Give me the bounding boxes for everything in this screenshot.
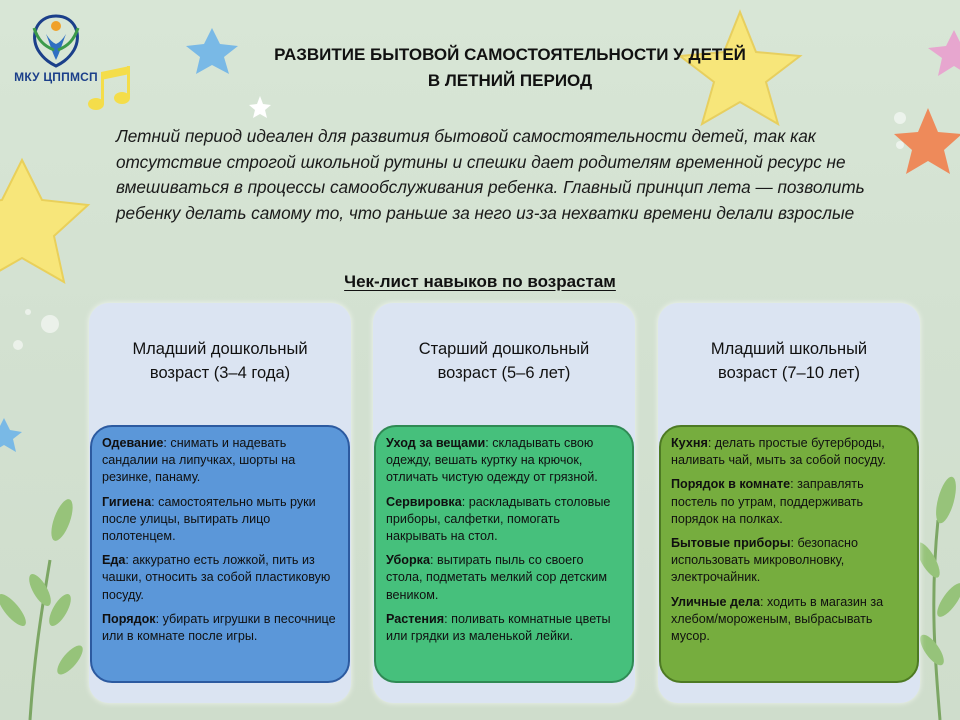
star-icon [0,418,22,452]
skill-item: Кухня: делать простые бутерброды, наливать чай, мыть за собой посуду. [671,436,886,468]
skill-term: Еда [102,553,126,568]
checklist-title: Чек-лист навыков по возрастам [344,272,616,291]
skills-box [90,425,350,683]
logo-text: МКУ ЦППМСП [14,70,98,84]
age-card-preschool [373,303,635,703]
skill-item: Уличные дела: ходить в магазин за хлебом/мороженым, выбрасывать мусор. [671,594,884,644]
logo [14,10,98,84]
star-icon [0,160,88,282]
skill-term: Одевание [102,436,164,450]
skill-term: Порядок в комнате [671,477,791,492]
skill-term: Бытовые приборы [671,536,791,551]
skill-term: Гигиена [102,494,152,509]
age-card-school [658,303,920,703]
skill-item: Бытовые приборы: безопасно использовать микроволновку, электрочайник. [671,536,858,585]
skill-item: Уборка: вытирать пыль со своего стола, подметать мелкий сор детским веником. [386,553,607,602]
card-title: Младший школьный возраст (7–10 лет) [710,340,868,382]
page-title [150,42,870,94]
skills-box [374,425,634,683]
skill-item: Одевание: снимать и надевать сандалии на липучках, шорты на резинке, панаму. [102,436,296,485]
star-icon [928,30,960,76]
age-card-toddler [89,303,351,703]
skill-term: Растения [386,611,445,626]
skill-term: Уход за вещами [386,436,486,450]
skills-box [659,425,919,683]
skill-item: Порядок: убирать игрушки в песочнице или в комнате после игры. [102,611,336,644]
skill-term: Уличные дела [671,594,760,609]
skill-item: Порядок в комнате: заправлять постель по утрам, поддерживать порядок на полках. [671,477,864,526]
skill-item: Еда: аккуратно есть ложкой, пить из чашки, относить за собой пластиковую посуду. [102,553,331,602]
skill-term: Кухня [671,436,708,450]
skill-term: Уборка [386,553,430,568]
skill-term: Сервировка [386,494,462,509]
skill-term: Порядок [102,611,156,626]
skill-item: Гигиена: самостоятельно мыть руки после улицы, вытирать лицо полотенцем. [102,494,316,544]
page-title-line1: РАЗВИТИЕ БЫТОВОЙ САМОСТОЯТЕЛЬНОСТИ У ДЕТЕЙ [274,45,746,64]
intro-paragraph: Летний период идеален для развития бытовой самостоятельности детей, так как отсутствие строгой школьной рутины и спешки дает родителям временной ресурс не вмешиваться в процессы самообслуживания ребенка. Главный принцип лета — позволить ребенку делать самому то, что раньше за него из-за нехватки времени делали взрослые [116,126,865,223]
page-title-line2: В ЛЕТНИЙ ПЕРИОД [427,71,593,90]
skill-item: Уход за вещами: складывать свою одежду, вешать куртку на крючок, отличать чистую одежду от грязной. [386,436,598,485]
card-title: Старший дошкольный возраст (5–6 лет) [418,340,590,382]
skill-item: Сервировка: раскладывать столовые приборы, салфетки, помогать накрывать на стол. [386,494,611,544]
skill-item: Растения: поливать комнатные цветы или грядки из маленькой лейки. [386,611,611,644]
card-title: Младший дошкольный возраст (3–4 года) [132,340,308,382]
family-figure-logo [24,10,88,68]
star-icon [249,96,271,118]
plant-decoration [0,497,87,720]
